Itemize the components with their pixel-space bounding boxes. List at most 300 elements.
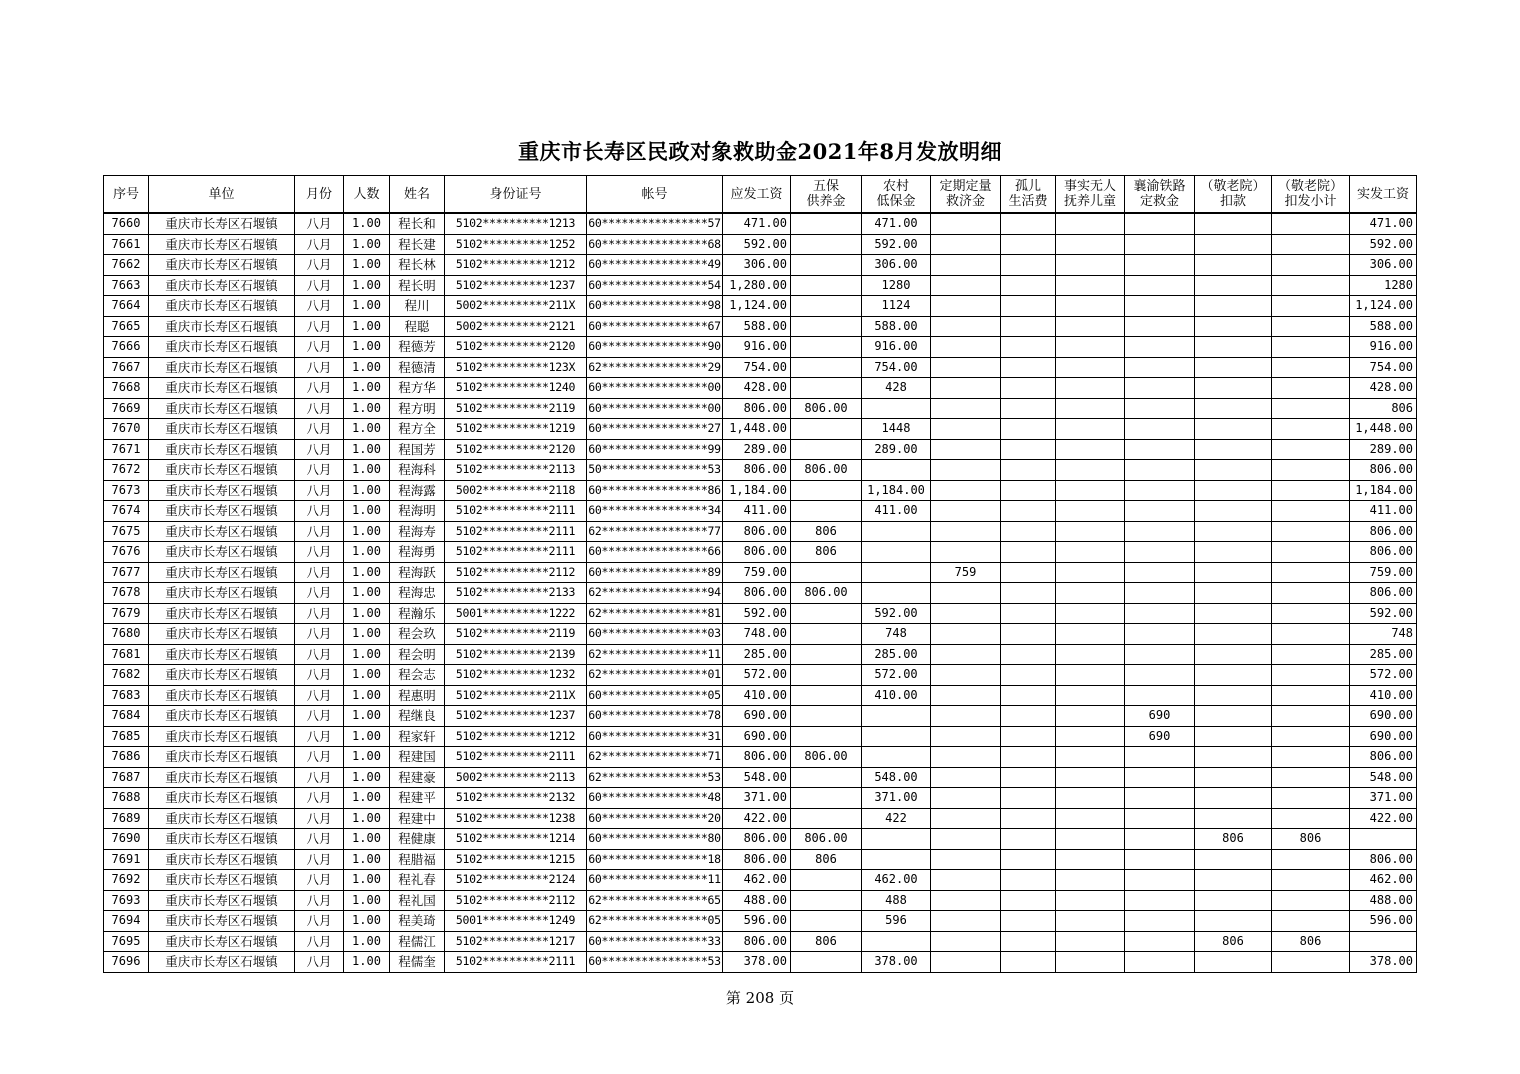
- table-cell: 八月: [295, 439, 344, 460]
- table-cell: 1,280.00: [723, 275, 791, 296]
- table-cell: 程继良: [390, 706, 445, 727]
- table-cell: [862, 829, 931, 850]
- table-cell: 5102**********1217: [445, 931, 587, 952]
- table-cell: 7681: [104, 644, 149, 665]
- table-cell: 八月: [295, 378, 344, 399]
- table-cell: 重庆市长寿区石堰镇: [149, 460, 295, 481]
- table-cell: 806: [791, 849, 862, 870]
- table-cell: [1125, 501, 1195, 522]
- table-row: [104, 726, 1417, 747]
- table-cell: 5102**********2112: [445, 562, 587, 583]
- table-cell: 1.00: [344, 849, 390, 870]
- table-cell: [862, 583, 931, 604]
- table-cell: 62****************81: [587, 603, 723, 624]
- table-cell: 程海跃: [390, 562, 445, 583]
- table-cell: 7679: [104, 603, 149, 624]
- table-cell: 7689: [104, 808, 149, 829]
- table-cell: [791, 911, 862, 932]
- table-cell: 5102**********1215: [445, 849, 587, 870]
- table-cell: 285.00: [862, 644, 931, 665]
- table-cell: 八月: [295, 542, 344, 563]
- table-cell: [1272, 603, 1350, 624]
- table-cell: 62****************05: [587, 911, 723, 932]
- table-cell: 62****************29: [587, 357, 723, 378]
- table-cell: 重庆市长寿区石堰镇: [149, 378, 295, 399]
- table-row: [104, 808, 1417, 829]
- table-cell: [931, 234, 1001, 255]
- table-cell: [1272, 788, 1350, 809]
- table-cell: 1.00: [344, 788, 390, 809]
- table-cell: 八月: [295, 829, 344, 850]
- table-cell: 程海忠: [390, 583, 445, 604]
- table-cell: [1056, 316, 1125, 337]
- table-cell: [791, 255, 862, 276]
- table-cell: 1.00: [344, 603, 390, 624]
- table-cell: [1125, 829, 1195, 850]
- table-cell: 程川: [390, 296, 445, 317]
- table-cell: [1272, 849, 1350, 870]
- table-cell: [1195, 603, 1272, 624]
- table-row: [104, 706, 1417, 727]
- table-cell: 60****************20: [587, 808, 723, 829]
- table-cell: [791, 685, 862, 706]
- table-cell: 1.00: [344, 501, 390, 522]
- table-cell: [931, 480, 1001, 501]
- table-cell: 八月: [295, 952, 344, 973]
- table-cell: [1195, 398, 1272, 419]
- table-cell: [1056, 767, 1125, 788]
- table-cell: 程长和: [390, 213, 445, 234]
- table-cell: 754.00: [1350, 357, 1417, 378]
- table-cell: [1195, 357, 1272, 378]
- table-cell: 7667: [104, 357, 149, 378]
- table-cell: 1.00: [344, 931, 390, 952]
- table-cell: [931, 890, 1001, 911]
- table-cell: [1272, 255, 1350, 276]
- table-cell: 488.00: [1350, 890, 1417, 911]
- table-cell: [1056, 480, 1125, 501]
- table-cell: 八月: [295, 644, 344, 665]
- table-cell: [1350, 829, 1417, 850]
- table-cell: 806.00: [723, 849, 791, 870]
- table-row: [104, 357, 1417, 378]
- table-cell: 1.00: [344, 890, 390, 911]
- table-cell: [791, 419, 862, 440]
- table-cell: 806.00: [723, 931, 791, 952]
- table-cell: 7680: [104, 624, 149, 645]
- table-cell: [1195, 296, 1272, 317]
- table-cell: 488.00: [723, 890, 791, 911]
- table-cell: 7688: [104, 788, 149, 809]
- table-cell: [1125, 665, 1195, 686]
- table-cell: [1125, 583, 1195, 604]
- table-cell: 5102**********2111: [445, 952, 587, 973]
- table-cell: 重庆市长寿区石堰镇: [149, 870, 295, 891]
- table-cell: 806.00: [1350, 747, 1417, 768]
- table-cell: [1272, 501, 1350, 522]
- table-cell: 5102**********2133: [445, 583, 587, 604]
- table-cell: [931, 275, 1001, 296]
- table-cell: [862, 562, 931, 583]
- table-cell: [1056, 952, 1125, 973]
- table-cell: [1056, 501, 1125, 522]
- table-cell: [931, 357, 1001, 378]
- table-cell: 程家轩: [390, 726, 445, 747]
- table-cell: 5102**********2132: [445, 788, 587, 809]
- table-cell: 7664: [104, 296, 149, 317]
- table-cell: [1125, 952, 1195, 973]
- table-cell: 1,448.00: [1350, 419, 1417, 440]
- table-cell: [1195, 624, 1272, 645]
- table-cell: 7668: [104, 378, 149, 399]
- table-cell: [791, 624, 862, 645]
- table-cell: 5102**********1213: [445, 213, 587, 234]
- table-cell: [791, 665, 862, 686]
- table-cell: 重庆市长寿区石堰镇: [149, 255, 295, 276]
- table-cell: 1.00: [344, 296, 390, 317]
- table-cell: 690.00: [1350, 706, 1417, 727]
- table-cell: [1272, 439, 1350, 460]
- table-cell: [1056, 870, 1125, 891]
- table-cell: 1.00: [344, 562, 390, 583]
- table-cell: 592.00: [1350, 234, 1417, 255]
- table-cell: 60****************68: [587, 234, 723, 255]
- table-cell: 1.00: [344, 480, 390, 501]
- table-cell: 411.00: [1350, 501, 1417, 522]
- table-cell: [1056, 890, 1125, 911]
- table-row: [104, 521, 1417, 542]
- table-cell: 7660: [104, 213, 149, 234]
- table-cell: 重庆市长寿区石堰镇: [149, 213, 295, 234]
- table-cell: [1272, 296, 1350, 317]
- table-cell: [1195, 849, 1272, 870]
- table-cell: 7663: [104, 275, 149, 296]
- table-cell: [1125, 747, 1195, 768]
- table-cell: 7692: [104, 870, 149, 891]
- column-header: 襄渝铁路 定救金: [1125, 176, 1195, 214]
- table-cell: [1056, 931, 1125, 952]
- table-cell: 806.00: [791, 747, 862, 768]
- column-header: 应发工资: [723, 176, 791, 214]
- table-cell: 重庆市长寿区石堰镇: [149, 788, 295, 809]
- table-row: [104, 665, 1417, 686]
- table-cell: 806.00: [723, 542, 791, 563]
- table-cell: 592.00: [723, 603, 791, 624]
- table-cell: 1.00: [344, 275, 390, 296]
- table-row: [104, 480, 1417, 501]
- table-cell: [1195, 378, 1272, 399]
- table-cell: [1001, 460, 1056, 481]
- table-cell: [791, 337, 862, 358]
- table-cell: 428.00: [723, 378, 791, 399]
- document-title: 重庆市长寿区民政对象救助金2021年8月发放明细: [517, 139, 1003, 164]
- table-cell: [1125, 439, 1195, 460]
- table-cell: [1195, 726, 1272, 747]
- table-cell: 程建平: [390, 788, 445, 809]
- table-cell: [1272, 665, 1350, 686]
- table-cell: [1125, 316, 1195, 337]
- table-cell: 八月: [295, 603, 344, 624]
- table-cell: [1272, 624, 1350, 645]
- table-cell: 60****************54: [587, 275, 723, 296]
- table-cell: 1.00: [344, 316, 390, 337]
- table-cell: 7686: [104, 747, 149, 768]
- table-cell: [1195, 521, 1272, 542]
- table-cell: 422.00: [1350, 808, 1417, 829]
- table-cell: 60****************00: [587, 378, 723, 399]
- table-cell: [1001, 849, 1056, 870]
- table-cell: [1001, 275, 1056, 296]
- table-cell: [1125, 275, 1195, 296]
- table-cell: [1056, 521, 1125, 542]
- table-cell: 7687: [104, 767, 149, 788]
- column-header: 五保 供养金: [791, 176, 862, 214]
- table-cell: 重庆市长寿区石堰镇: [149, 829, 295, 850]
- table-cell: 重庆市长寿区石堰镇: [149, 419, 295, 440]
- table-cell: [931, 460, 1001, 481]
- table-cell: [1001, 870, 1056, 891]
- table-cell: [1056, 583, 1125, 604]
- table-cell: 422: [862, 808, 931, 829]
- table-cell: 八月: [295, 480, 344, 501]
- table-cell: 重庆市长寿区石堰镇: [149, 296, 295, 317]
- table-cell: 5102**********2119: [445, 398, 587, 419]
- table-cell: [931, 644, 1001, 665]
- table-cell: [1056, 603, 1125, 624]
- table-cell: 60****************11: [587, 870, 723, 891]
- table-cell: 1.00: [344, 911, 390, 932]
- table-cell: 690.00: [723, 706, 791, 727]
- table-cell: [1195, 685, 1272, 706]
- table-cell: 重庆市长寿区石堰镇: [149, 685, 295, 706]
- table-cell: 5102**********2120: [445, 337, 587, 358]
- table-cell: 806: [1272, 931, 1350, 952]
- table-cell: 1.00: [344, 460, 390, 481]
- table-cell: 重庆市长寿区石堰镇: [149, 624, 295, 645]
- table-cell: [1272, 767, 1350, 788]
- table-cell: [1272, 337, 1350, 358]
- table-cell: 八月: [295, 788, 344, 809]
- table-cell: 程长明: [390, 275, 445, 296]
- table-cell: 7683: [104, 685, 149, 706]
- table-cell: 7677: [104, 562, 149, 583]
- table-cell: 1.00: [344, 439, 390, 460]
- table-cell: [1272, 747, 1350, 768]
- table-cell: [1001, 501, 1056, 522]
- table-cell: [1001, 665, 1056, 686]
- table-cell: 60****************89: [587, 562, 723, 583]
- table-cell: [791, 213, 862, 234]
- table-cell: [1056, 911, 1125, 932]
- table-cell: 5102**********1237: [445, 706, 587, 727]
- table-cell: 八月: [295, 562, 344, 583]
- table-cell: 1,184.00: [723, 480, 791, 501]
- table-row: [104, 767, 1417, 788]
- table-cell: 488: [862, 890, 931, 911]
- table-cell: 806.00: [791, 829, 862, 850]
- table-cell: [862, 460, 931, 481]
- column-header: 姓名: [390, 176, 445, 214]
- table-cell: 重庆市长寿区石堰镇: [149, 890, 295, 911]
- table-cell: [1272, 521, 1350, 542]
- table-cell: 690: [1125, 726, 1195, 747]
- table-cell: [1195, 234, 1272, 255]
- table-cell: 1.00: [344, 542, 390, 563]
- table-row: [104, 439, 1417, 460]
- table-cell: 程建国: [390, 747, 445, 768]
- table-cell: 7693: [104, 890, 149, 911]
- table-cell: 806.00: [1350, 542, 1417, 563]
- column-header: 帐号: [587, 176, 723, 214]
- table-cell: 程长林: [390, 255, 445, 276]
- table-cell: 62****************53: [587, 767, 723, 788]
- table-cell: [931, 296, 1001, 317]
- table-cell: [1056, 398, 1125, 419]
- table-cell: 重庆市长寿区石堰镇: [149, 603, 295, 624]
- table-cell: 八月: [295, 398, 344, 419]
- table-cell: 程海明: [390, 501, 445, 522]
- table-cell: 程健康: [390, 829, 445, 850]
- table-cell: 5102**********2139: [445, 644, 587, 665]
- table-cell: 重庆市长寿区石堰镇: [149, 726, 295, 747]
- table-cell: 八月: [295, 419, 344, 440]
- table-cell: [1272, 398, 1350, 419]
- table-cell: 八月: [295, 849, 344, 870]
- table-row: [104, 234, 1417, 255]
- table-cell: [1001, 808, 1056, 829]
- table-cell: [791, 706, 862, 727]
- table-cell: [1125, 624, 1195, 645]
- table-cell: [931, 337, 1001, 358]
- column-header: 定期定量 救济金: [931, 176, 1001, 214]
- table-cell: 7691: [104, 849, 149, 870]
- table-cell: 60****************48: [587, 788, 723, 809]
- table-cell: 1.00: [344, 808, 390, 829]
- table-cell: [1125, 296, 1195, 317]
- table-cell: 60****************99: [587, 439, 723, 460]
- table-cell: [791, 788, 862, 809]
- table-cell: [791, 644, 862, 665]
- table-cell: 471.00: [1350, 213, 1417, 234]
- table-cell: [1272, 870, 1350, 891]
- table-cell: 程腊福: [390, 849, 445, 870]
- table-cell: [1056, 685, 1125, 706]
- table-row: [104, 316, 1417, 337]
- table-cell: [1056, 726, 1125, 747]
- table-cell: 62****************94: [587, 583, 723, 604]
- table-cell: [1195, 275, 1272, 296]
- table-cell: [931, 685, 1001, 706]
- table-cell: 5102**********2111: [445, 521, 587, 542]
- table-row: [104, 213, 1417, 234]
- table-cell: 重庆市长寿区石堰镇: [149, 849, 295, 870]
- page-number: 第 208 页: [725, 989, 795, 1007]
- table-cell: 410.00: [1350, 685, 1417, 706]
- table-cell: 八月: [295, 890, 344, 911]
- table-cell: 重庆市长寿区石堰镇: [149, 542, 295, 563]
- table-cell: [862, 521, 931, 542]
- table-cell: 程建中: [390, 808, 445, 829]
- table-cell: 806: [1195, 829, 1272, 850]
- table-cell: 588.00: [862, 316, 931, 337]
- table-row: [104, 890, 1417, 911]
- table-cell: 60****************57: [587, 213, 723, 234]
- table-cell: [791, 808, 862, 829]
- table-cell: 588.00: [1350, 316, 1417, 337]
- table-cell: 748: [1350, 624, 1417, 645]
- table-cell: 程方明: [390, 398, 445, 419]
- table-cell: 八月: [295, 808, 344, 829]
- table-cell: 八月: [295, 316, 344, 337]
- table-cell: 八月: [295, 255, 344, 276]
- table-cell: [1125, 603, 1195, 624]
- table-cell: 285.00: [1350, 644, 1417, 665]
- table-cell: 1.00: [344, 644, 390, 665]
- table-cell: 548.00: [723, 767, 791, 788]
- table-cell: 八月: [295, 337, 344, 358]
- table-row: [104, 747, 1417, 768]
- table-cell: 471.00: [723, 213, 791, 234]
- table-cell: 5002**********211X: [445, 296, 587, 317]
- table-cell: 592.00: [862, 234, 931, 255]
- table-cell: 60****************27: [587, 419, 723, 440]
- table-cell: [1001, 398, 1056, 419]
- table-cell: 八月: [295, 296, 344, 317]
- table-cell: 1.00: [344, 685, 390, 706]
- table-cell: 1.00: [344, 829, 390, 850]
- table-cell: 1.00: [344, 870, 390, 891]
- table-cell: 5102**********1212: [445, 255, 587, 276]
- table-cell: 5102**********2111: [445, 542, 587, 563]
- table-cell: [1195, 460, 1272, 481]
- table-cell: 程儒奎: [390, 952, 445, 973]
- table-cell: 1.00: [344, 213, 390, 234]
- table-cell: 7682: [104, 665, 149, 686]
- table-cell: 重庆市长寿区石堰镇: [149, 398, 295, 419]
- table-cell: 程礼国: [390, 890, 445, 911]
- table-cell: [791, 767, 862, 788]
- table-cell: 422.00: [723, 808, 791, 829]
- table-cell: 1280: [862, 275, 931, 296]
- table-cell: 重庆市长寿区石堰镇: [149, 583, 295, 604]
- table-cell: 5102**********211X: [445, 685, 587, 706]
- table-cell: [1195, 788, 1272, 809]
- table-cell: [1195, 213, 1272, 234]
- column-header: 事实无人 抚养儿童: [1056, 176, 1125, 214]
- table-cell: 1,184.00: [862, 480, 931, 501]
- table-cell: 748.00: [723, 624, 791, 645]
- table-cell: 1,124.00: [723, 296, 791, 317]
- table-cell: 5102**********1252: [445, 234, 587, 255]
- table-cell: 592.00: [862, 603, 931, 624]
- table-cell: 62****************65: [587, 890, 723, 911]
- table-cell: [931, 542, 1001, 563]
- table-cell: 592.00: [723, 234, 791, 255]
- table-row: [104, 378, 1417, 399]
- table-cell: [931, 583, 1001, 604]
- table-cell: 5102**********1238: [445, 808, 587, 829]
- table-cell: 1124: [862, 296, 931, 317]
- table-cell: 60****************33: [587, 931, 723, 952]
- table-cell: 806.00: [1350, 521, 1417, 542]
- table-cell: 5102**********1212: [445, 726, 587, 747]
- table-cell: [931, 419, 1001, 440]
- table-cell: [1001, 419, 1056, 440]
- table-cell: 371.00: [1350, 788, 1417, 809]
- table-cell: 916.00: [862, 337, 931, 358]
- table-cell: 八月: [295, 624, 344, 645]
- table-cell: 1.00: [344, 234, 390, 255]
